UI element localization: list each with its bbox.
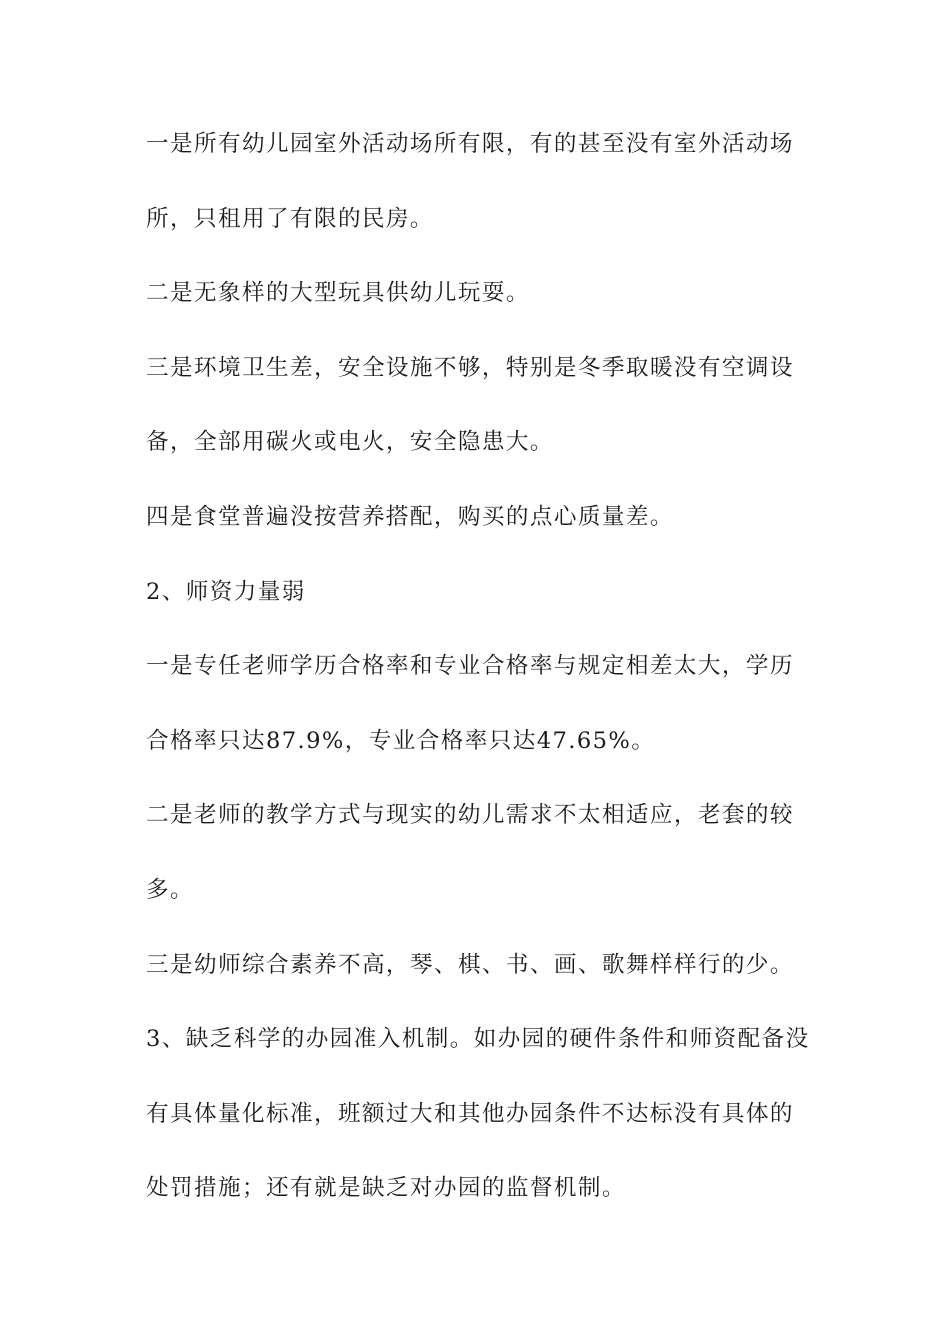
text-line: 合格率只达87.9%，专业合格率只达47.65%。: [146, 727, 656, 754]
text-line: 一是所有幼儿园室外活动场所有限，有的甚至没有室外活动场: [146, 131, 794, 157]
text-line: 三是幼师综合素养不高，琴、棋、书、画、歌舞样样行的少。: [146, 951, 794, 978]
text-line: 二是无象样的大型玩具供幼儿玩耍。: [146, 280, 530, 307]
text-line: 处罚措施；还有就是缺乏对办园的监督机制。: [146, 1175, 626, 1202]
text-line: 有具体量化标准，班额过大和其他办园条件不达标没有具体的: [146, 1100, 794, 1127]
section-heading: 2、师资力量弱: [146, 578, 306, 605]
text-line: 四是食堂普遍没按营养搭配，购买的点心质量差。: [146, 503, 674, 530]
section-heading: 3、缺乏科学的办园准入机制。如办园的硬件条件和师资配备没: [146, 1026, 810, 1053]
text-line: 一是专任老师学历合格率和专业合格率与规定相差太大，学历: [146, 653, 794, 680]
text-line: 多。: [146, 876, 194, 903]
document-body: [146, 129, 808, 1203]
text-line: 所，只租用了有限的民房。: [146, 205, 434, 232]
text-line: 备，全部用碳火或电火，安全隐患大。: [146, 429, 554, 456]
text-line: 三是环境卫生差，安全设施不够，特别是冬季取暖没有空调设: [146, 354, 794, 381]
text-line: 二是老师的教学方式与现实的幼儿需求不太相适应，老套的较: [146, 802, 794, 829]
